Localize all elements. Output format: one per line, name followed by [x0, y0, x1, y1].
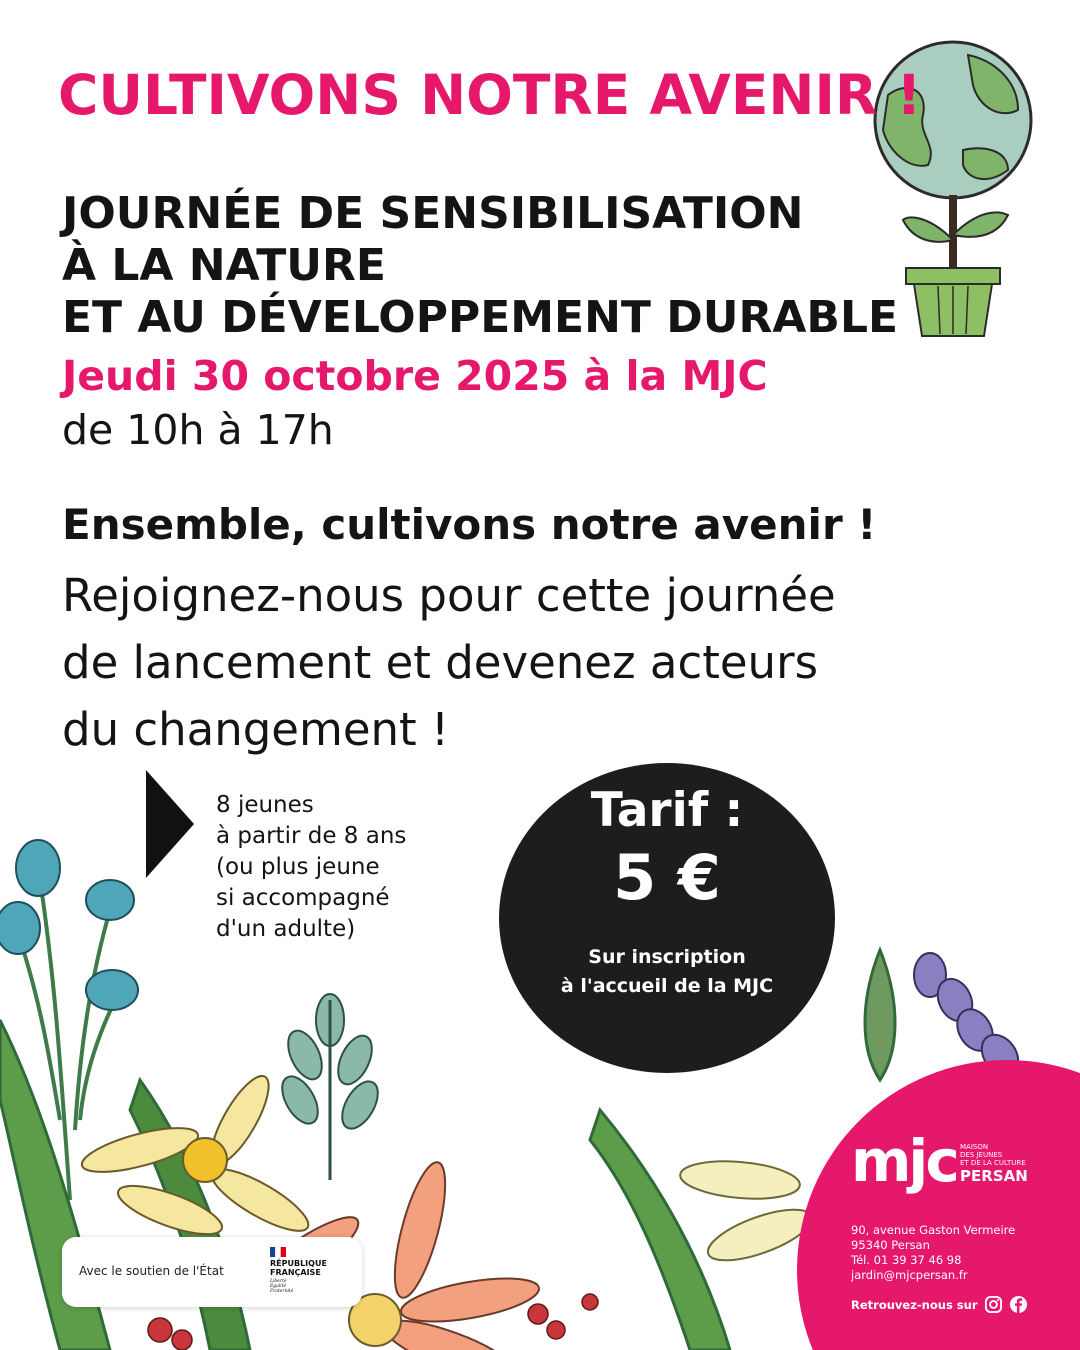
- social-label: Retrouvez-nous sur: [851, 1297, 978, 1312]
- rf-line: RÉPUBLIQUE: [270, 1259, 327, 1268]
- logo-city: PERSAN: [960, 1167, 1028, 1185]
- price-value: 5 €: [613, 841, 721, 914]
- republic-motto: [270, 1279, 293, 1294]
- marianne-logo-icon: [270, 1247, 286, 1257]
- audience-line: 8 jeunes: [216, 792, 314, 818]
- contact-address: 90, avenue Gaston Vermeire: [851, 1223, 1016, 1237]
- event-title-line: ET AU DÉVELOPPEMENT DURABLE: [62, 292, 899, 343]
- lead-text: Ensemble, cultivons notre avenir !: [62, 500, 877, 549]
- contact-info: [851, 1223, 1015, 1283]
- rf-line: FRANÇAISE: [270, 1268, 321, 1277]
- contact-email[interactable]: jardin@mjcpersan.fr: [851, 1268, 968, 1282]
- event-title-line: JOURNÉE DE SENSIBILISATION: [62, 188, 804, 239]
- motto-line: Égalité: [270, 1284, 287, 1289]
- audience-line: si accompagné: [216, 885, 390, 911]
- facebook-icon[interactable]: [1009, 1295, 1028, 1314]
- price-note-line: à l'accueil de la MJC: [560, 975, 774, 997]
- event-title-line: À LA NATURE: [62, 240, 386, 291]
- contact-phone[interactable]: Tél. 01 39 37 46 98: [851, 1253, 962, 1267]
- price-note-line: Sur inscription: [588, 946, 746, 968]
- price-label: Tarif :: [590, 783, 744, 838]
- motto-line: Liberté: [270, 1279, 287, 1284]
- headline: CULTIVONS NOTRE AVENIR !: [58, 63, 922, 127]
- event-hours: de 10h à 17h: [62, 406, 334, 454]
- social-links: [851, 1295, 1028, 1314]
- price-note: [499, 943, 835, 1001]
- state-support-text: Avec le soutien de l'État: [79, 1264, 224, 1278]
- body-line: du changement !: [62, 703, 450, 756]
- logo-subtitle-line: ET DE LA CULTURE: [960, 1159, 1026, 1167]
- arrow-right-icon: [146, 770, 194, 878]
- event-date: Jeudi 30 octobre 2025 à la MJC: [62, 352, 768, 400]
- body-line: Rejoignez-nous pour cette journée: [62, 569, 836, 622]
- audience-line: à partir de 8 ans: [216, 823, 407, 849]
- instagram-icon[interactable]: [984, 1295, 1003, 1314]
- event-title: [62, 188, 898, 344]
- republique-francaise-label: [270, 1259, 327, 1277]
- logo-subtitle-line: DES JEUNES: [960, 1151, 1003, 1159]
- mjc-logo-subtitle: [960, 1143, 1028, 1185]
- audience-info: [216, 790, 406, 945]
- state-support-box: [62, 1237, 362, 1307]
- audience-line: d'un adulte): [216, 916, 356, 942]
- contact-postcode: 95340 Persan: [851, 1238, 930, 1252]
- body-text: [62, 562, 1002, 763]
- motto-line: Fraternité: [270, 1289, 294, 1294]
- body-line: de lancement et devenez acteurs: [62, 636, 819, 689]
- mjc-logo: mjc: [851, 1127, 957, 1195]
- audience-line: (ou plus jeune: [216, 854, 380, 880]
- logo-subtitle-line: MAISON: [960, 1143, 989, 1151]
- price-badge: [499, 763, 835, 1073]
